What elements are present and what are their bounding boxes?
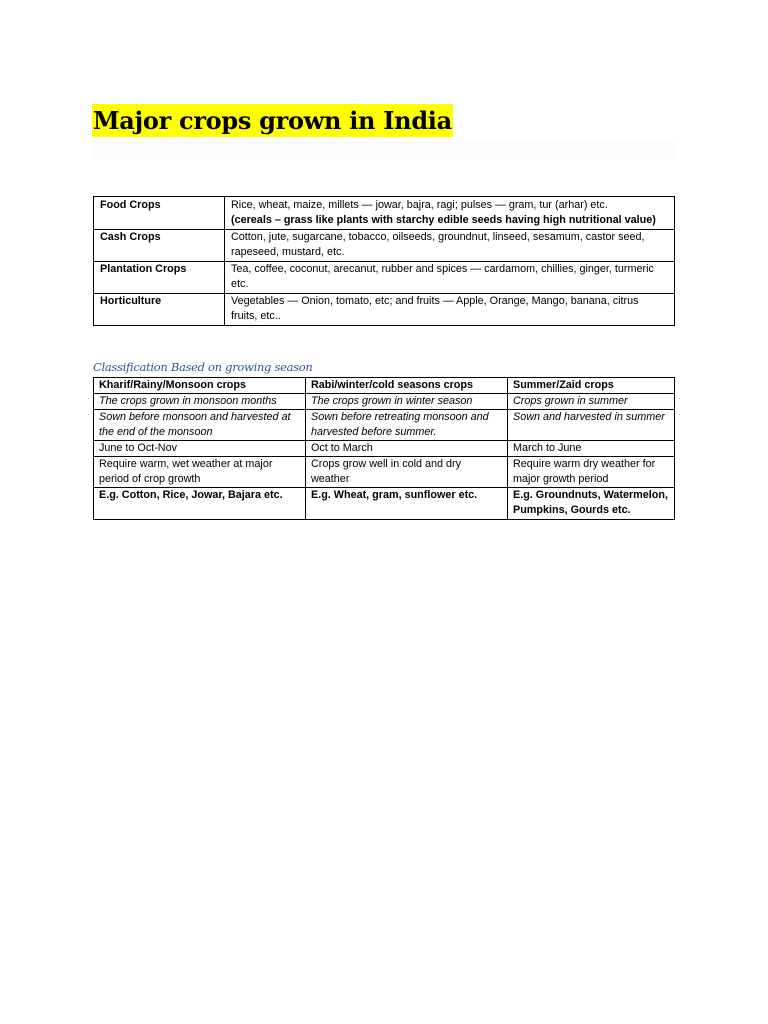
table-cell: March to June — [508, 441, 675, 457]
title-underline-strip — [93, 142, 675, 160]
table-row — [94, 457, 675, 488]
table-cell: Oct to March — [306, 441, 508, 457]
table-row — [94, 410, 675, 441]
table-row — [94, 394, 675, 410]
crop-description: Vegetables — Onion, tomato, etc; and fruits — Apple, Orange, Mango, banana, citrus fruits, etc.. — [225, 294, 675, 326]
crop-description-cell — [225, 197, 675, 230]
crop-description: Rice, wheat, maize, millets — jowar, bajra, ragi; pulses — gram, tur (arhar) etc. — [231, 199, 608, 211]
crop-category: Plantation Crops — [94, 262, 225, 294]
table-cell: Sown and harvested in summer — [508, 410, 675, 441]
crop-category: Cash Crops — [94, 230, 225, 262]
table-row — [94, 488, 675, 520]
table-cell: Require warm, wet weather at major period of crop growth — [94, 457, 306, 488]
table-cell: Sown before retreating monsoon and harvested before summer. — [306, 410, 508, 441]
crop-description: Tea, coffee, coconut, arecanut, rubber and spices — cardamom, chillies, ginger, turmeric etc. — [225, 262, 675, 294]
table-row — [94, 230, 675, 262]
column-header-kharif: Kharif/Rainy/Monsoon crops — [94, 378, 306, 394]
table-cell: June to Oct-Nov — [94, 441, 306, 457]
table-cell: Crops grow well in cold and dry weather — [306, 457, 508, 488]
column-header-rabi: Rabi/winter/cold seasons crops — [306, 378, 508, 394]
table-cell: Require warm dry weather for major growth period — [508, 457, 675, 488]
crop-category: Horticulture — [94, 294, 225, 326]
table-cell: The crops grown in winter season — [306, 394, 508, 410]
table-row — [94, 441, 675, 457]
growing-season-table — [93, 377, 675, 520]
crop-types-table — [93, 196, 675, 326]
column-header-zaid: Summer/Zaid crops — [508, 378, 675, 394]
table-row — [94, 262, 675, 294]
table-cell: Crops grown in summer — [508, 394, 675, 410]
table-cell: E.g. Groundnuts, Watermelon, Pumpkins, Gourds etc. — [508, 488, 675, 520]
table-cell: E.g. Cotton, Rice, Jowar, Bajara etc. — [94, 488, 306, 520]
season-table-caption: Classification Based on growing season — [93, 360, 313, 374]
table-cell: The crops grown in monsoon months — [94, 394, 306, 410]
table-header-row — [94, 378, 675, 394]
page-title: Major crops grown in India — [93, 106, 452, 135]
table-row — [94, 294, 675, 326]
crop-note: (cereals – grass like plants with starchy edible seeds having high nutritional value) — [231, 214, 656, 226]
crop-description: Cotton, jute, sugarcane, tobacco, oilseeds, groundnut, linseed, sesamum, castor seed, rapeseed, mustard, etc. — [225, 230, 675, 262]
table-cell: Sown before monsoon and harvested at the end of the monsoon — [94, 410, 306, 441]
table-row — [94, 197, 675, 230]
crop-category: Food Crops — [94, 197, 225, 230]
table-cell: E.g. Wheat, gram, sunflower etc. — [306, 488, 508, 520]
